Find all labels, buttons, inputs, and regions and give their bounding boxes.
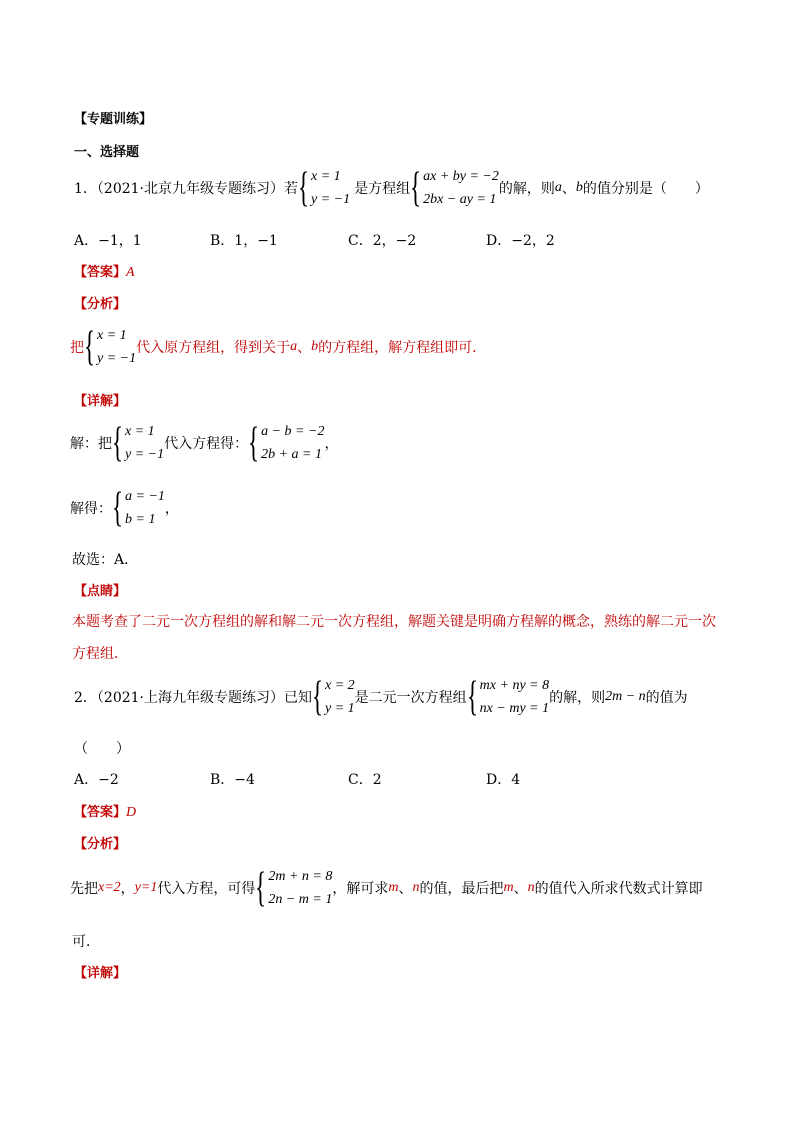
q2-stem	[74, 676, 688, 718]
q1-choose: 故选：A．	[72, 552, 139, 568]
analysis-text-2: 的方程组，解方程组即可．	[318, 340, 487, 356]
solve-pre: 解得：	[70, 501, 112, 517]
answer-value: A	[126, 265, 135, 280]
analysis-pre: 先把	[70, 881, 98, 897]
q1-detail-label: 【详解】	[74, 394, 127, 409]
var-n: n	[527, 880, 535, 895]
comma: ，	[324, 436, 339, 452]
q1-option-a: A．−1，1	[74, 233, 142, 249]
q2-analysis-line-2: 可．	[72, 934, 100, 950]
detail-system-1: { x = 1 y = −1	[112, 420, 165, 466]
var-m: m	[388, 880, 399, 895]
q1-analysis-label: 【分析】	[74, 297, 127, 312]
analysis-text-3: 的值代入所求代数式计算即	[534, 881, 703, 897]
q2-analysis-label: 【分析】	[74, 837, 127, 852]
eq-line: 2b + a = 1	[261, 447, 323, 462]
sep: 、	[513, 881, 528, 897]
q1-system-equations: { ax + by = −2 2bx − ay = 1	[410, 165, 499, 211]
q2-suffix-2: 的值为	[645, 690, 688, 706]
comma: ，	[120, 881, 135, 897]
analysis-pre: 把	[70, 340, 84, 356]
detail-mid: 代入方程得：	[164, 436, 249, 452]
expression: 2m − n	[605, 689, 646, 704]
q1-option-c: C．2，−2	[348, 233, 417, 249]
answer-label: 【答案】	[74, 805, 127, 820]
eq-line: ax + by = −2	[423, 169, 499, 184]
q2-mid: 是二元一次方程组	[354, 690, 467, 706]
q2-option-a: A．−2	[74, 772, 119, 788]
eq-line: b = 1	[125, 512, 156, 527]
sep: 、	[398, 881, 413, 897]
section-heading: 【专题训练】	[74, 112, 153, 127]
q2-option-b: B．−4	[210, 772, 255, 788]
answer-value: D	[126, 805, 137, 820]
eq-line: a = −1	[125, 489, 165, 504]
eq-line: y = −1	[97, 351, 137, 366]
q1-comment-line-1: 本题考查了二元一次方程组的解和解二元一次方程组，解题关键是明确方程解的概念，熟练的解二元一次	[72, 614, 716, 630]
q2-system-solution: { x = 2 y = 1	[312, 674, 355, 720]
q1-stem	[74, 167, 709, 209]
eq-line: mx + ny = 8	[479, 678, 550, 693]
q1-comment-line-2: 方程组．	[72, 646, 128, 662]
q2-option-d: D．4	[486, 772, 521, 788]
q2-analysis	[70, 867, 703, 909]
q2-system-equations: { mx + ny = 8 nx − my = 1	[466, 674, 550, 720]
q1-suffix: 的解，则	[498, 181, 555, 197]
analysis-text: 代入原方程组，得到关于	[136, 340, 291, 356]
q1-analysis	[70, 326, 486, 368]
value-y: y=1	[134, 880, 158, 895]
q1-mid: 是方程组	[354, 181, 411, 197]
answer-label: 【答案】	[74, 265, 127, 280]
q1-option-d: D．−2，2	[486, 233, 555, 249]
analysis-mid: 代入方程，可得	[157, 881, 256, 897]
eq-line: a − b = −2	[261, 424, 325, 439]
comma: ，	[164, 501, 179, 517]
detail-system-2: { a − b = −2 2b + a = 1	[248, 420, 325, 466]
q2-suffix: 的解，则	[549, 690, 606, 706]
var-a: a	[554, 180, 562, 195]
q1-comment-label: 【点睛】	[74, 584, 127, 599]
analysis-text-2: 的值，最后把	[419, 881, 504, 897]
eq-line: x = 2	[325, 678, 355, 693]
q2-detail-label: 【详解】	[74, 966, 127, 981]
eq-line: nx − my = 1	[479, 701, 550, 716]
q1-option-b: B．1，−1	[210, 233, 278, 249]
q1-system-solution: { x = 1 y = −1	[298, 165, 351, 211]
solve-system: { a = −1 b = 1	[112, 485, 165, 531]
detail-pre: 解：把	[70, 436, 112, 452]
q1-prefix: 1．（2021·北京九年级专题练习）若	[74, 181, 298, 197]
eq-line: 2n − m = 1	[268, 892, 333, 907]
eq-line: x = 1	[125, 424, 155, 439]
eq-line: y = −1	[125, 447, 165, 462]
q1-answer	[74, 261, 135, 281]
analysis-system: { 2m + n = 8 2n − m = 1	[255, 865, 333, 911]
q2-prefix: 2．（2021·上海九年级专题练习）已知	[74, 690, 312, 706]
eq-line: 2bx − ay = 1	[423, 192, 497, 207]
part-heading: 一、选择题	[74, 145, 140, 160]
q1-detail	[70, 422, 338, 464]
eq-line: x = 1	[97, 328, 127, 343]
analysis-text: ，解可求	[332, 881, 389, 897]
var-b: b	[575, 180, 583, 195]
var-b: b	[311, 339, 319, 354]
q2-paren: （ ）	[74, 741, 130, 757]
var-a: a	[290, 339, 298, 354]
value-x: x=2	[98, 880, 121, 895]
eq-line: 2m + n = 8	[268, 869, 333, 884]
sep: 、	[561, 181, 576, 197]
var-n: n	[412, 880, 420, 895]
eq-line: y = 1	[325, 701, 355, 716]
analysis-system: { x = 1 y = −1	[84, 324, 137, 370]
sep: 、	[297, 340, 312, 356]
eq-line: y = −1	[311, 192, 351, 207]
q1-solution	[70, 487, 179, 529]
q2-answer	[74, 801, 136, 821]
var-m: m	[503, 880, 514, 895]
eq-line: x = 1	[311, 169, 341, 184]
q1-suffix-2: 的值分别是（ ）	[582, 181, 709, 197]
q2-option-c: C．2	[348, 772, 382, 788]
